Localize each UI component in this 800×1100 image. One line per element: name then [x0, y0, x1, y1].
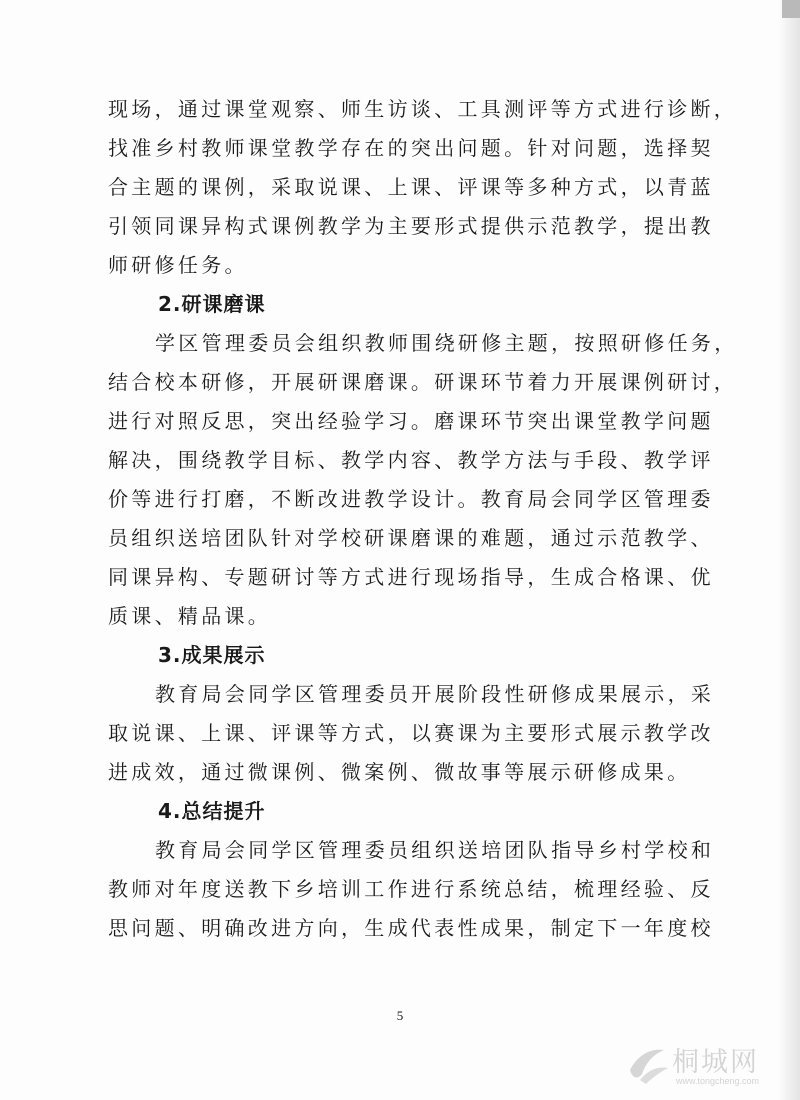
paragraph-line: 现场，通过课堂观察、师生访谈、工具测评等方式进行诊断，: [108, 97, 738, 121]
paragraph-line: 进成效，通过微课例、微案例、微故事等展示研修成果。: [108, 760, 691, 784]
paragraph-line: 员组织送培团队针对学校研课磨课的难题，通过示范教学、: [108, 526, 714, 550]
paragraph-line: 进行对照反思，突出经验学习。磨课环节突出课堂教学问题: [108, 409, 714, 433]
scan-corner-shadow: [782, 0, 800, 18]
paragraph-line: 学区管理委员会组织教师围绕研修主题，按照研修任务，: [155, 331, 738, 355]
paragraph-line: 找准乡村教师课堂教学存在的突出问题。针对问题，选择契: [108, 136, 714, 160]
paragraph-line: 质课、精品课。: [108, 604, 272, 628]
paragraph-line: 解决，围绕教学目标、教学内容、教学方法与手段、教学评: [108, 448, 714, 472]
paragraph-line: 取说课、上课、评课等方式，以赛课为主要形式展示教学改: [108, 721, 714, 745]
section-heading: 4.总结提升: [158, 799, 266, 823]
paragraph-line: 同课异构、专题研讨等方式进行现场指导，生成合格课、优: [108, 565, 714, 589]
page-number: 5: [396, 1008, 404, 1023]
paragraph-line: 思问题、明确改进方向，生成代表性成果，制定下一年度校: [108, 916, 714, 940]
document-body: [108, 90, 738, 948]
paragraph-line: 教师对年度送教下乡培训工作进行系统总结，梳理经验、反: [108, 877, 714, 901]
paragraph-line: 引领同课异构式课例教学为主要形式提供示范教学，提出教: [108, 214, 714, 238]
paragraph-line: 合主题的课例，采取说课、上课、评课等多种方式，以青蓝: [108, 175, 714, 199]
section-heading: 2.研课磨课: [158, 292, 266, 316]
swoosh-icon: [624, 1040, 672, 1088]
watermark-brand: 桐城网: [672, 1047, 759, 1078]
section-heading: 3.成果展示: [158, 643, 266, 667]
paragraph-line: 教育局会同学区管理委员组织送培团队指导乡村学校和: [155, 838, 715, 862]
scan-edge-shadow: [778, 0, 800, 1100]
paragraph-line: 教育局会同学区管理委员开展阶段性研修成果展示，采: [155, 682, 715, 706]
watermark-url: www.tongcheng.com: [676, 1076, 760, 1086]
paragraph-line: 价等进行打磨，不断改进教学设计。教育局会同学区管理委: [108, 487, 714, 511]
paragraph-line: 结合校本研修，开展研课磨课。研课环节着力开展课例研讨，: [108, 370, 738, 394]
watermark-logo: [624, 1038, 774, 1094]
paragraph-line: 师研修任务。: [108, 253, 248, 277]
